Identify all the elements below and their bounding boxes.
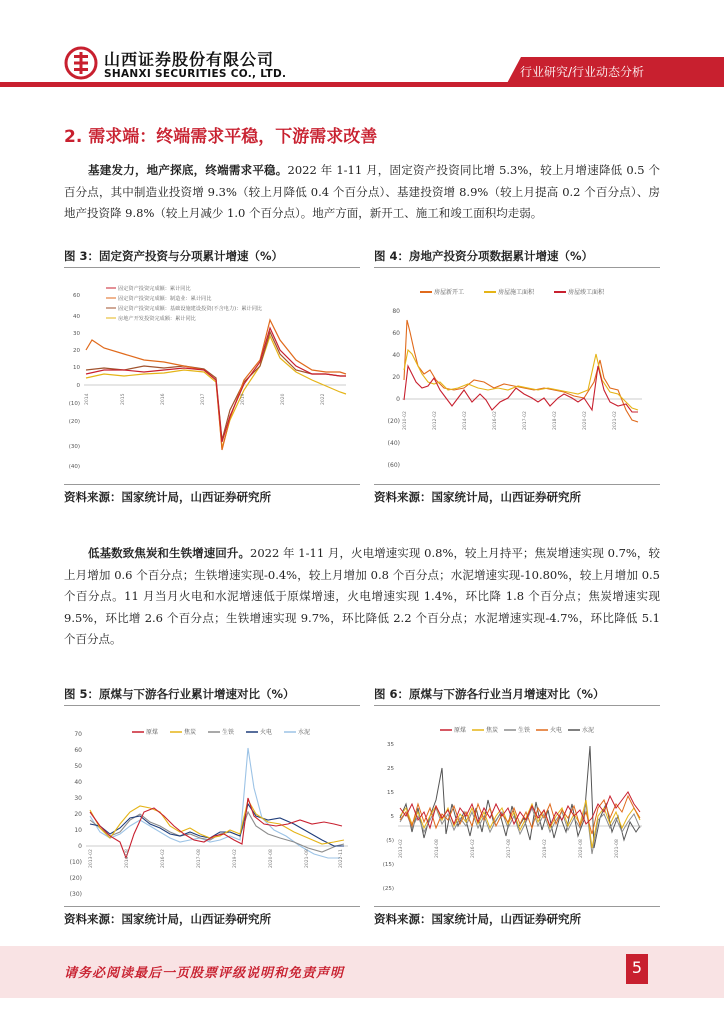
svg-text:2022: 2022 [321,393,326,405]
figure-6-title: 图 6：原煤与下游各行业当月增速对比（%） [374,684,660,706]
section-title: 2. 需求端：终端需求平稳，下游需求改善 [64,127,378,147]
series-line [404,350,638,410]
legend-label: 房屋竣工面积 [568,289,605,296]
x-axis-labels [84,393,326,405]
figure-3-title: 图 3：固定资产投资与分项累计增速（%） [64,246,360,268]
legend-label: 水泥 [298,729,311,736]
svg-text:2014: 2014 [85,393,90,405]
legend-label: 生铁 [518,727,531,734]
svg-text:2022-11: 2022-11 [339,849,344,868]
legend [106,284,262,322]
company-name-cn: 山西证券股份有限公司 [104,50,275,69]
svg-text:2019-02: 2019-02 [543,839,548,858]
y-axis-labels [388,308,401,469]
report-category-tag: 行业研究/行业动态分析 [520,65,645,79]
y-tick-label: 30 [74,795,82,802]
y-tick-label: 40 [392,352,400,359]
y-tick-label: (25) [382,886,394,892]
svg-text:2021-08: 2021-08 [305,849,310,868]
footer-disclaimer-link[interactable]: 请务必阅读最后一页股票评级说明和免责声明 [64,966,345,981]
svg-text:2010-02: 2010-02 [403,411,408,430]
y-tick-label: 60 [74,747,82,754]
y-tick-label: 35 [387,742,394,748]
y-tick-label: (10) [68,401,80,407]
company-logo-icon [64,46,98,80]
svg-text:2013-02: 2013-02 [399,839,404,858]
svg-text:2016-02: 2016-02 [493,411,498,430]
svg-text:2020-02: 2020-02 [583,411,588,430]
x-axis-labels [398,839,620,858]
svg-text:2020: 2020 [281,393,286,405]
svg-text:2019-02: 2019-02 [233,849,238,868]
figure-4-source: 资料来源：国家统计局，山西证券研究所 [374,484,660,508]
legend-label: 房屋新开工 [434,289,465,296]
svg-text:2019: 2019 [241,393,246,405]
figure-4-title: 图 4：房地产投资分项数据累计增速（%） [374,246,660,268]
y-tick-label: (10) [69,859,82,866]
svg-text:2014-08: 2014-08 [435,839,440,858]
series-line [86,336,346,448]
y-tick-label: (20) [387,418,400,425]
y-tick-label: 50 [74,763,82,770]
paragraph-lead: 基建发力，地产探底，终端需求平稳。 [88,163,288,177]
page-header [0,0,724,100]
svg-text:2017-02: 2017-02 [523,411,528,430]
legend-label: 房地产开发投资完成额：累计同比 [118,316,196,322]
y-tick-label: 15 [387,790,394,796]
y-tick-label: (40) [387,440,400,447]
y-tick-label: 20 [73,348,80,354]
legend-label: 固定资产投资完成额：累计同比 [118,286,191,292]
legend-label: 火电 [260,729,273,736]
y-tick-label: (15) [382,862,394,868]
legend-label: 房屋施工面积 [498,289,535,296]
y-tick-label: 10 [73,365,80,371]
figure-4-chart [374,270,660,482]
legend [420,288,605,296]
svg-text:2017-08: 2017-08 [197,849,202,868]
legend-label: 火电 [550,727,563,734]
y-tick-label: (20) [69,875,82,882]
svg-text:2020-08: 2020-08 [269,849,274,868]
y-tick-label: (20) [68,419,80,425]
svg-text:2012-02: 2012-02 [433,411,438,430]
svg-text:2015: 2015 [121,393,126,405]
svg-text:2014-08: 2014-08 [125,849,130,868]
y-tick-label: 0 [396,396,400,403]
figure-3-source: 资料来源：国家统计局，山西证券研究所 [64,484,360,508]
legend-label: 原煤 [454,727,467,734]
svg-text:2014-02: 2014-02 [463,411,468,430]
header-divider [0,82,724,87]
legend-label: 原煤 [146,729,159,736]
y-tick-label: 60 [73,293,80,299]
y-tick-label: 0 [78,843,82,850]
y-tick-label: 30 [73,331,80,337]
company-name-en: SHANXI SECURITIES CO., LTD. [104,68,287,80]
svg-text:2020-08: 2020-08 [579,839,584,858]
y-tick-label: (30) [69,891,82,898]
y-tick-label: 60 [392,330,400,337]
figure-5-chart [64,708,360,904]
y-tick-label: (40) [68,464,80,470]
y-tick-label: 0 [76,383,80,389]
svg-text:2017: 2017 [201,393,206,405]
paragraph-investment [64,160,660,225]
svg-text:2021-02: 2021-02 [613,411,618,430]
paragraph-body: 2022 年 1-11 月，火电增速实现 0.8%，较上月持平；焦炭增速实现 0.7%，较上月增加 0.6 个百分点；生铁增速实现-0.4%，较上月增加 0.8 个百分点；水泥增速实现-10.80%，较上月增加 0.5 个百分点。11 月当月火电和水泥增速低于原煤增速，火电增速实现 1.4%，环比降 1.8 个百分点；焦炭增速实现 9.5%，环比增 2.6 个百分点；生铁增速实现 9.7%，环比降低 2.2 个百分点；水泥增速实现-4.7%，环比降低 5.1 个百分点。 [64,546,660,646]
svg-text:2021-08: 2021-08 [615,839,620,858]
svg-text:2017-08: 2017-08 [507,839,512,858]
legend-label: 焦炭 [184,729,197,736]
y-tick-label: 25 [387,766,394,772]
paragraph-downstream [64,543,660,651]
figure-3-chart [64,270,360,482]
svg-text:2016: 2016 [161,393,166,405]
page-number: 5 [631,958,643,977]
figure-5-title: 图 5：原煤与下游各行业累计增速对比（%） [64,684,360,706]
x-axis-labels [88,849,344,868]
legend-label: 固定资产投资完成额：制造业：累计同比 [118,296,212,302]
legend [132,728,310,736]
y-tick-label: 70 [74,731,82,738]
series-line [90,804,344,846]
y-axis-labels [69,293,81,470]
figure-6-source: 资料来源：国家统计局，山西证券研究所 [374,906,660,930]
legend-label: 水泥 [582,727,595,734]
svg-text:2013-02: 2013-02 [89,849,94,868]
series-line [90,748,340,858]
y-axis-labels [383,742,395,892]
y-tick-label: 20 [392,374,400,381]
x-axis-labels [402,411,618,430]
paragraph-lead: 低基数致焦炭和生铁增速回升。 [88,546,251,560]
y-tick-label: (30) [68,444,80,450]
legend-label: 焦炭 [486,727,499,734]
y-axis-labels [70,731,83,898]
y-tick-label: 20 [74,811,82,818]
series-line [404,320,638,422]
svg-text:2016-02: 2016-02 [161,849,166,868]
legend-label: 固定资产投资完成额：基础设施建设投资(不含电力)：累计同比 [118,306,263,312]
y-tick-label: 40 [74,779,82,786]
figure-5-source: 资料来源：国家统计局，山西证券研究所 [64,906,360,930]
svg-text:2016-02: 2016-02 [471,839,476,858]
paragraph-body: 2022 年 1-11 月，固定资产投资同比增 5.3%，较上月增速降低 0.5 个百分点，其中制造业投资增 9.3%（较上月降低 0.4 个百分点）、基建投资增 8.9%（较上月提高 0.2 个百分点）、房地产投资降 9.8%（较上月减少 1.0 个百分点）。地产方面，新开工、施工和竣工面积均走弱。 [64,163,660,220]
legend [440,726,594,734]
y-tick-label: 40 [73,314,80,320]
svg-text:2018-02: 2018-02 [553,411,558,430]
y-tick-label: 10 [74,827,82,834]
figure-6-chart [374,708,660,904]
y-tick-label: (60) [387,462,400,469]
y-tick-label: 5 [390,814,394,820]
y-tick-label: (5) [386,838,394,844]
y-tick-label: 80 [392,308,400,315]
legend-label: 生铁 [222,729,235,736]
